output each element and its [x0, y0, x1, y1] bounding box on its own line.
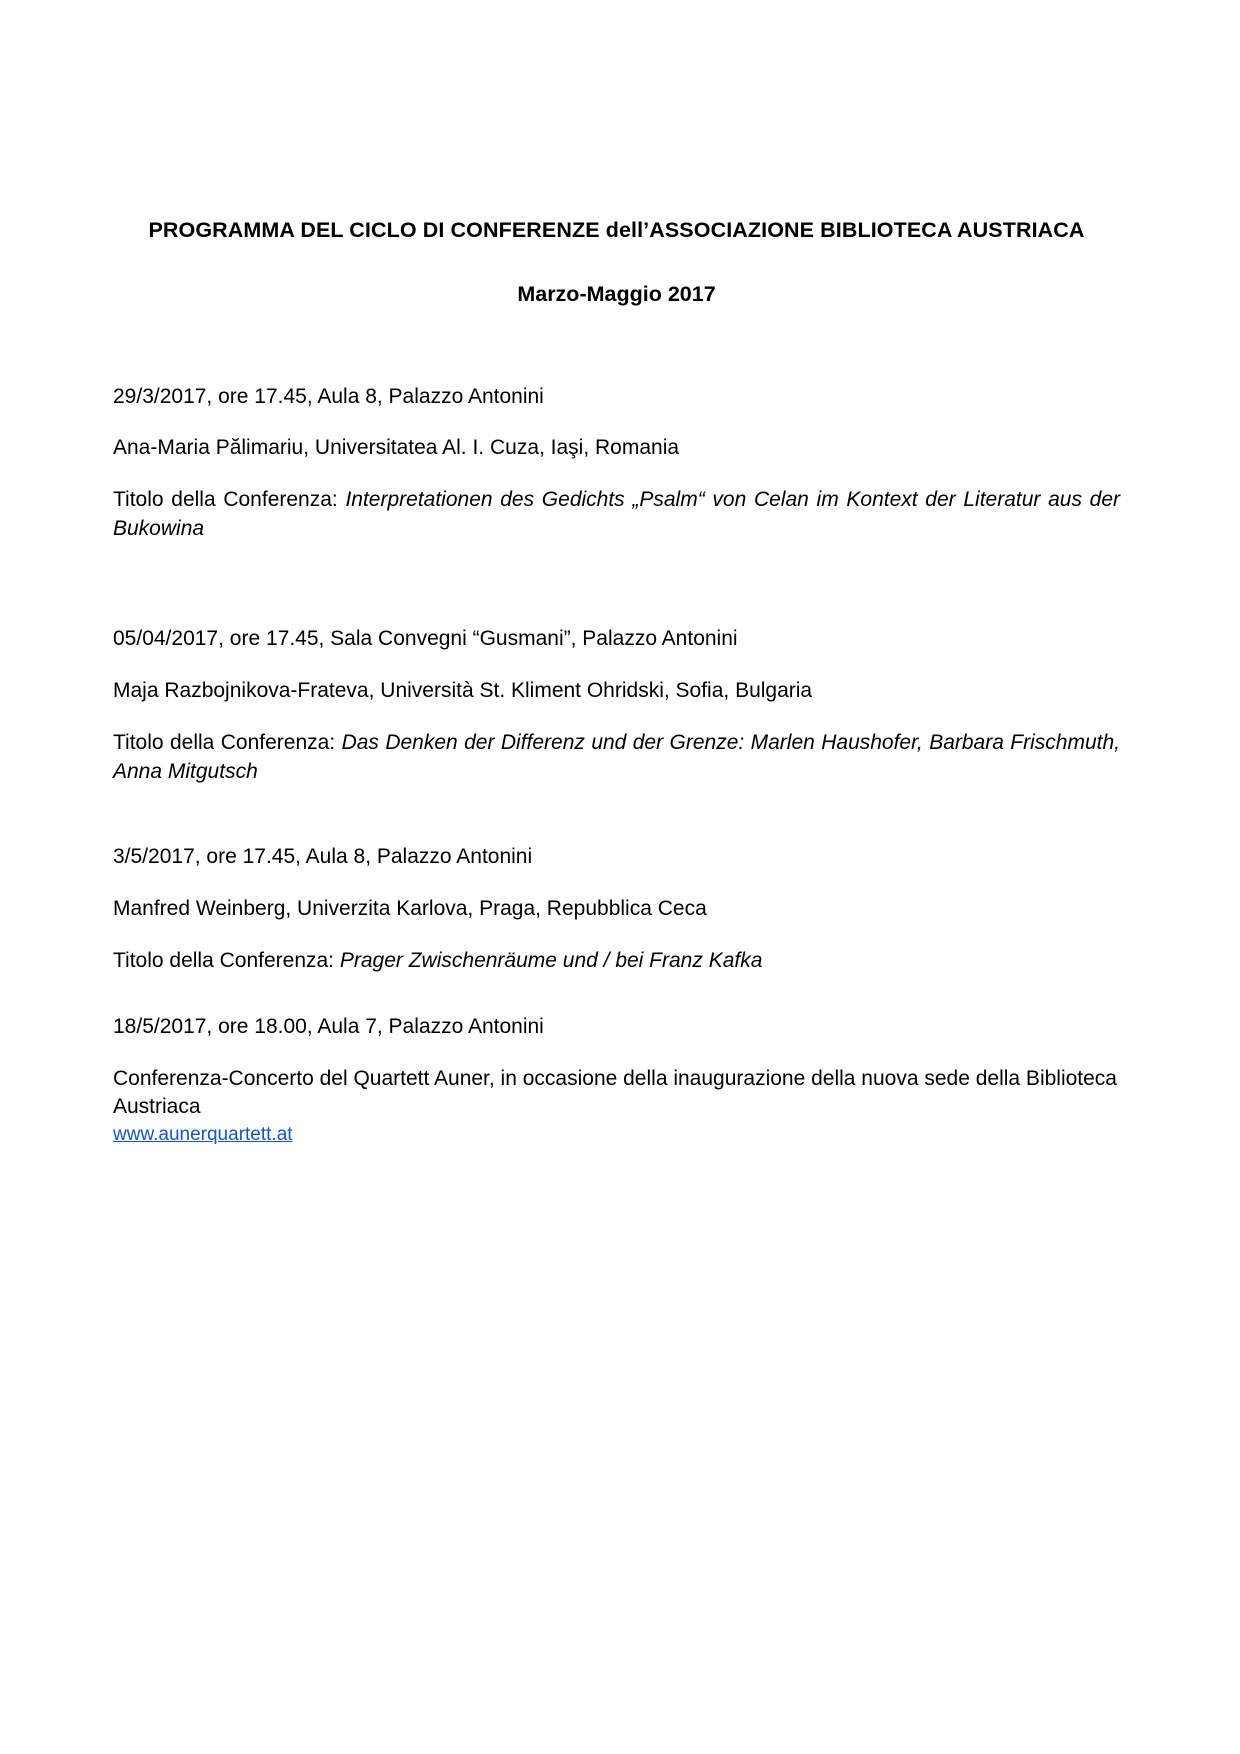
page-subtitle: Marzo-Maggio 2017 — [517, 281, 716, 306]
entry-title-label: Titolo della Conferenza: — [113, 731, 342, 755]
conference-entry-2 — [113, 625, 1120, 787]
conference-entry-1 — [113, 383, 1120, 545]
spacer — [113, 787, 1120, 843]
conference-entry-4 — [113, 1013, 1120, 1148]
aunerquartett-link[interactable]: www.aunerquartett.at — [113, 1123, 293, 1145]
entry-speaker: Manfred Weinberg, Univerzita Karlova, Praga, Repubblica Ceca — [113, 897, 707, 921]
entry-datetime-location: 18/5/2017, ore 18.00, Aula 7, Palazzo Antonini — [113, 1015, 544, 1039]
entry-title-text: Interpretationen des Gedichts „Psalm“ von Celan im Kontext der Literatur aus der Bukowina — [113, 488, 1120, 541]
spacer — [113, 544, 1120, 625]
entry-title-text: Prager Zwischenräume und / bei Franz Kafka — [339, 949, 763, 973]
entry-description: Conferenza-Concerto del Quartett Auner, in occasione della inaugurazione della nuova sede della Biblioteca Austriaca — [113, 1067, 1117, 1119]
entry-title — [113, 486, 1120, 544]
conference-entry-3 — [113, 843, 1120, 976]
entry-datetime-location: 29/3/2017, ore 17.45, Aula 8, Palazzo Antonini — [113, 384, 544, 408]
entry-datetime-location: 05/04/2017, ore 17.45, Sala Convegni “Gusmani”, Palazzo Antonini — [113, 627, 738, 651]
entry-title-label: Titolo della Conferenza: — [113, 488, 346, 512]
page-title: PROGRAMMA DEL CICLO DI CONFERENZE dell’ASSOCIAZIONE BIBLIOTECA AUSTRIACA — [148, 218, 1085, 242]
entry-datetime-location: 3/5/2017, ore 17.45, Aula 8, Palazzo Antonini — [113, 845, 533, 869]
entry-title — [113, 729, 1120, 787]
entry-title-label: Titolo della Conferenza: — [113, 949, 340, 973]
entry-speaker: Ana-Maria Pălimariu, Universitatea Al. I. Cuza, Iaşi, Romania — [113, 436, 680, 460]
entry-speaker: Maja Razbojnikova-Frateva, Università St. Kliment Ohridski, Sofia, Bulgaria — [113, 679, 813, 703]
spacer — [113, 976, 1120, 1013]
entry-title — [113, 947, 1120, 976]
conference-list — [113, 383, 1120, 1148]
entry-title-text: Das Denken der Differenz und der Grenze: Marlen Haushofer, Barbara Frischmuth, Anna Mitgutsch — [113, 731, 1120, 784]
